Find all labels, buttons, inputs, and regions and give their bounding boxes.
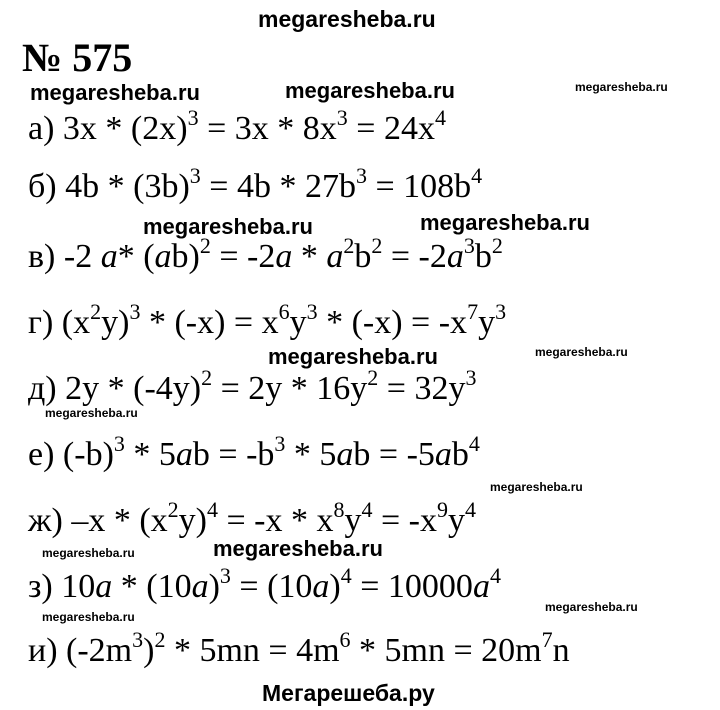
line-label: ж) — [28, 502, 63, 539]
watermark: megaresheba.ru — [285, 78, 455, 103]
watermark: megaresheba.ru — [545, 600, 638, 614]
line-label: а) — [28, 110, 55, 147]
equation-line-d: д) $2y * (-4y)^2 = 2y * 16y^2 = 32y^3$ — [28, 364, 477, 407]
line-label: з) — [28, 568, 53, 605]
watermark: megaresheba.ru — [490, 480, 583, 494]
footer-watermark: Мегарешеба.ру — [262, 680, 435, 706]
equation-line-b: б) $4b * (3b)^3 = 4b * 27b^3 = 108b^4$ — [28, 162, 483, 205]
line-label: д) — [28, 370, 57, 407]
watermark: megaresheba.ru — [143, 214, 313, 239]
line-label: в) — [28, 238, 56, 275]
equation-line-zh: ж) $-x * (x^2y)^4 = -x * x^8y^4 = -x^9y^4$ — [28, 496, 476, 539]
watermark: megaresheba.ru — [45, 406, 138, 420]
line-label: е) — [28, 436, 55, 473]
watermark: megaresheba.ru — [42, 546, 135, 560]
watermark: megaresheba.ru — [42, 610, 135, 624]
watermark: megaresheba.ru — [420, 210, 590, 235]
watermark: megaresheba.ru — [30, 80, 200, 105]
header-watermark: megaresheba.ru — [258, 6, 436, 32]
watermark: megaresheba.ru — [575, 80, 668, 94]
watermark: megaresheba.ru — [535, 345, 628, 359]
watermark: megaresheba.ru — [213, 536, 383, 561]
line-label: и) — [28, 632, 58, 669]
line-label: г) — [28, 304, 54, 341]
equation-line-g: г) $(x^2y)^3 * (-x) = x^6y^3 * (-x) = -x^7y^3$ — [28, 298, 507, 341]
watermark: megaresheba.ru — [268, 344, 438, 369]
equation-line-i: и) $(-2m^3)^2 * 5mn = 4m^6 * 5mn = 20m^7n$ — [28, 626, 570, 669]
equation-line-a: а) $3x * (2x)^3 = 3x * 8x^3 = 24x^4$ — [28, 104, 446, 147]
equation-line-z: з) $10a * (10a)^3 = (10a)^4 = 10000a^4$ — [28, 562, 501, 605]
problem-number: № 575 — [22, 35, 133, 80]
line-label: б) — [28, 168, 57, 205]
equation-line-e: е) $(-b)^3 * 5ab = -b^3 * 5ab = -5ab^4$ — [28, 430, 480, 473]
equation-line-v: в) -2 a* $(ab)^2 = -2a * a^2b^2 = -2a^3b^2$ — [28, 232, 503, 275]
